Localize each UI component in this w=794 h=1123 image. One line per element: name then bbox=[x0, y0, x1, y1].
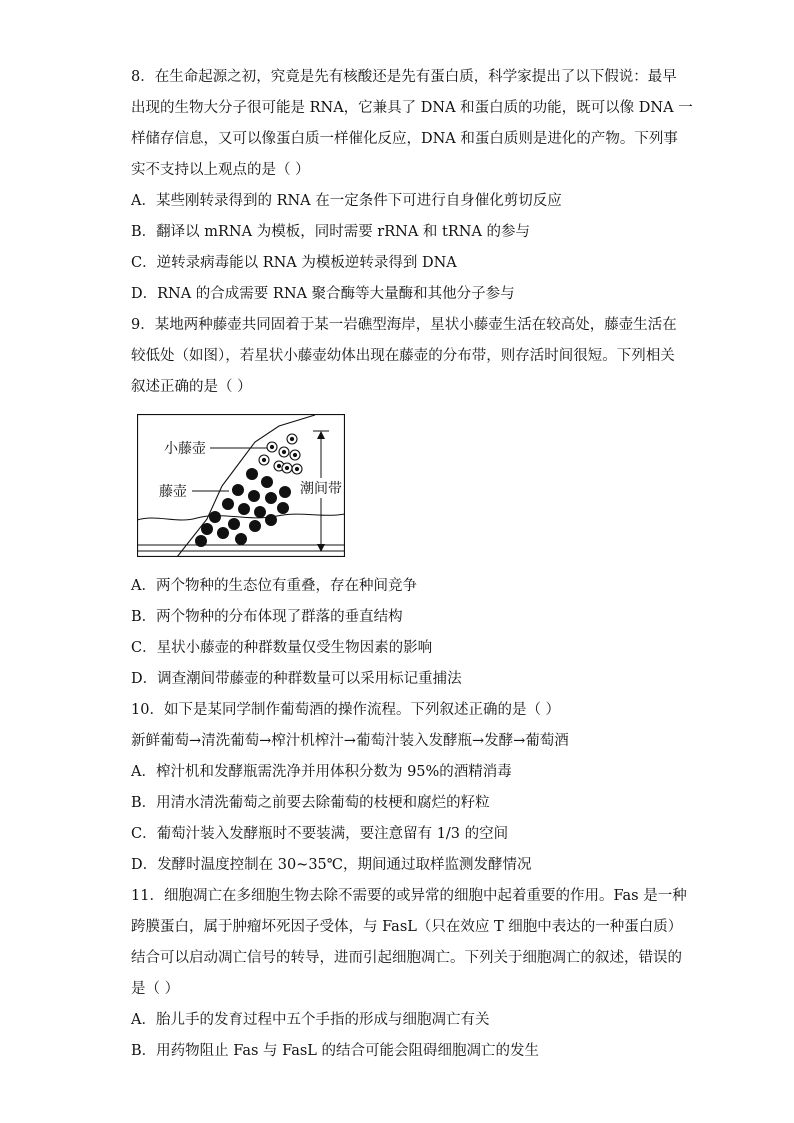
q9-option-d: D．调查潮间带藤壶的种群数量可以采用标记重捕法 bbox=[131, 671, 462, 687]
q10-process-flow: 新鲜葡萄→清洗葡萄→榨汁机榨汁→葡萄汁装入发酵瓶→发酵→葡萄酒 bbox=[131, 733, 569, 749]
q11-stem-line-2: 跨膜蛋白，属于肿瘤坏死因子受体，与 FasL（只在效应 T 细胞中表达的一种蛋白质） bbox=[131, 919, 683, 935]
q11-option-b: B．用药物阻止 Fas 与 FasL 的结合可能会阻碍细胞凋亡的发生 bbox=[131, 1043, 540, 1059]
q11-stem-line-4: 是（ ） bbox=[131, 981, 180, 997]
q11-stem-line-3: 结合可以启动凋亡信号的转导，进而引起细胞凋亡。下列关于细胞凋亡的叙述，错误的 bbox=[131, 950, 682, 966]
q8-stem-line-2: 出现的生物大分子很可能是 RNA，它兼具了 DNA 和蛋白质的功能，既可以像 DNA 一 bbox=[131, 100, 693, 116]
q8-option-d: D．RNA 的合成需要 RNA 聚合酶等大量酶和其他分子参与 bbox=[131, 286, 515, 302]
q9-option-c: C．星状小藤壶的种群数量仅受生物因素的影响 bbox=[131, 640, 433, 656]
q8-option-a: A．某些刚转录得到的 RNA 在一定条件下可进行自身催化剪切反应 bbox=[131, 193, 562, 209]
q8-stem-line-4: 实不支持以上观点的是（ ） bbox=[131, 162, 310, 178]
q9-stem-line-3: 叙述正确的是（ ） bbox=[131, 379, 252, 395]
small-barnacle-label: 小藤壶 bbox=[164, 441, 206, 457]
barnacle-figure bbox=[137, 414, 345, 557]
barnacle-diagram bbox=[137, 414, 345, 557]
q9-option-b: B．两个物种的分布体现了群落的垂直结构 bbox=[131, 609, 403, 625]
q11-option-a: A．胎儿手的发育过程中五个手指的形成与细胞凋亡有关 bbox=[131, 1012, 490, 1028]
q10-option-b: B．用清水清洗葡萄之前要去除葡萄的枝梗和腐烂的籽粒 bbox=[131, 795, 490, 811]
q9-option-a: A．两个物种的生态位有重叠，存在种间竞争 bbox=[131, 578, 417, 594]
q8-option-b: B．翻译以 mRNA 为模板，同时需要 rRNA 和 tRNA 的参与 bbox=[131, 224, 531, 240]
q8-stem-line-3: 样储存信息，又可以像蛋白质一样催化反应，DNA 和蛋白质则是进化的产物。下列事 bbox=[131, 131, 678, 147]
q10-option-c: C．葡萄汁装入发酵瓶时不要装满，要注意留有 1/3 的空间 bbox=[131, 826, 509, 842]
q10-option-d: D．发酵时温度控制在 30~35℃，期间通过取样监测发酵情况 bbox=[131, 857, 532, 873]
q8-option-c: C．逆转录病毒能以 RNA 为模板逆转录得到 DNA bbox=[131, 255, 457, 271]
q9-stem-line-2: 较低处（如图），若星状小藤壶幼体出现在藤壶的分布带，则存活时间很短。下列相关 bbox=[131, 348, 675, 364]
q9-stem-line-1: 9．某地两种藤壶共同固着于某一岩礁型海岸，星状小藤壶生活在较高处，藤壶生活在 bbox=[131, 317, 677, 333]
large-barnacle-label: 藤壶 bbox=[159, 484, 187, 500]
q8-stem-line-1: 8．在生命起源之初，究竟是先有核酸还是先有蛋白质，科学家提出了以下假说：最早 bbox=[131, 69, 677, 85]
q10-stem-line-1: 10．如下是某同学制作葡萄酒的操作流程。下列叙述正确的是（ ） bbox=[131, 702, 561, 718]
q10-option-a: A．榨汁机和发酵瓶需洗净并用体积分数为 95%的酒精消毒 bbox=[131, 764, 512, 780]
q11-stem-line-1: 11．细胞凋亡在多细胞生物去除不需要的或异常的细胞中起着重要的作用。Fas 是一种 bbox=[131, 888, 687, 904]
zone-label: 潮间带 bbox=[300, 481, 342, 497]
